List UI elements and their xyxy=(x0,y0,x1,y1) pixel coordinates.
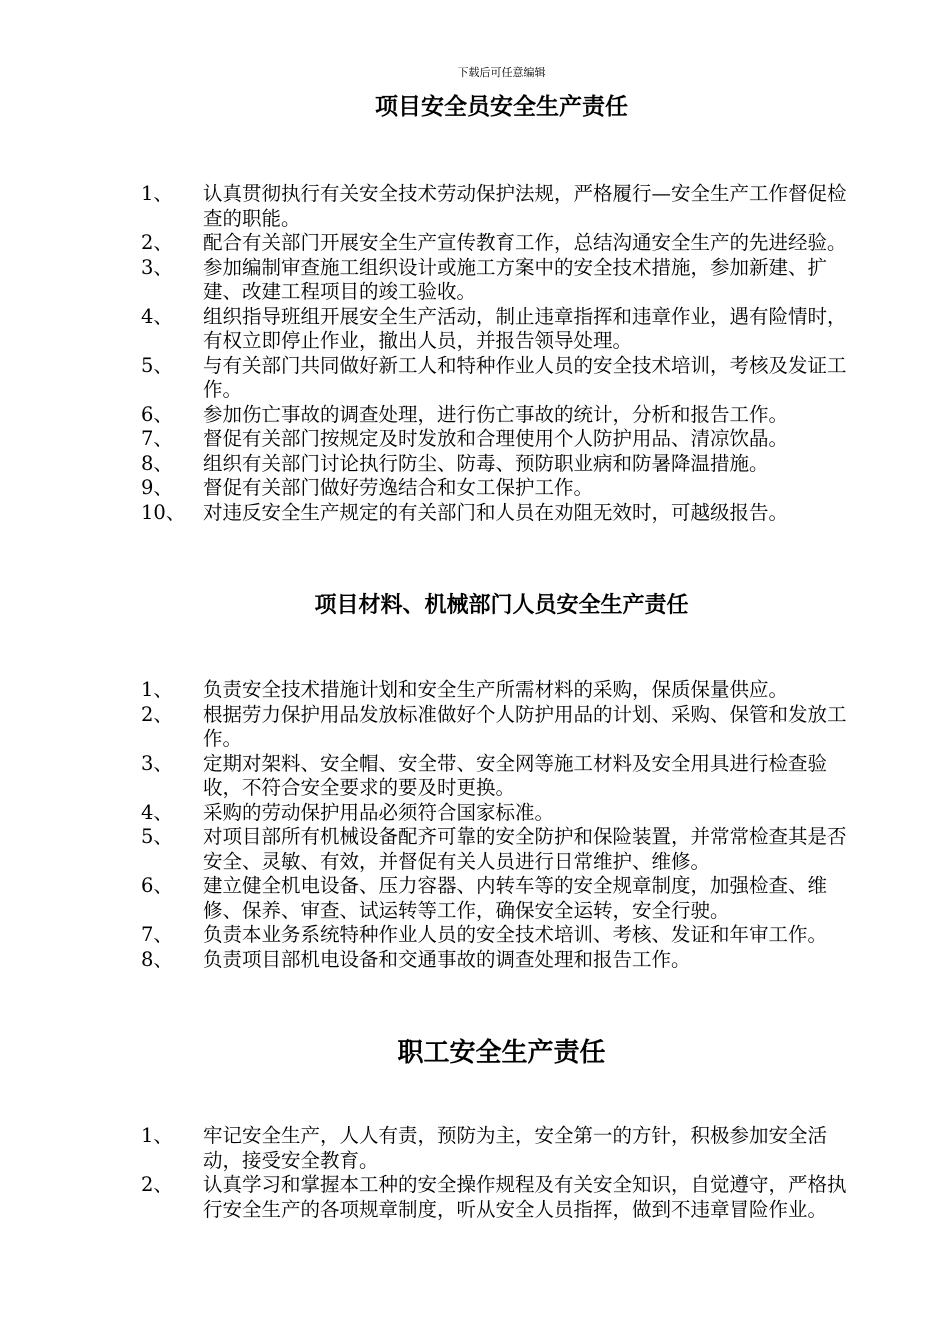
item-number: 6、 xyxy=(141,874,173,897)
item-text: 参加编制审查施工组织设计或施工方案中的安全技术措施，参加新建、扩建、改建工程项目的竣工验收。 xyxy=(203,255,828,303)
item-text: 负责安全技术措施计划和安全生产所需材料的采购，保质保量供应。 xyxy=(203,678,789,701)
item-number: 5、 xyxy=(141,825,173,848)
item-text: 督促有关部门按规定及时发放和合理使用个人防护用品、清凉饮晶。 xyxy=(203,427,789,450)
section-title: 项目材料、机械部门人员安全生产责任 xyxy=(314,592,689,618)
item-text: 对违反安全生产规定的有关部门和人员在劝阻无效时，可越级报告。 xyxy=(203,500,789,524)
list-item xyxy=(0,354,950,403)
item-text: 负责本业务系统特种作业人员的安全技术培训、考核、发证和年审工作。 xyxy=(203,923,828,946)
list-item xyxy=(0,923,950,948)
item-number: 3、 xyxy=(141,751,173,775)
item-number: 9、 xyxy=(141,476,173,499)
responsibility-list xyxy=(0,182,950,525)
section-title: 项目安全员安全生产责任 xyxy=(375,93,628,120)
section-project-safety-officer xyxy=(0,92,950,525)
list-item xyxy=(0,256,950,305)
list-item xyxy=(0,801,950,826)
list-item xyxy=(0,305,950,354)
list-item xyxy=(0,452,950,477)
list-item xyxy=(0,678,950,703)
header-note: 下载后可任意编辑 xyxy=(457,66,546,79)
item-number: 4、 xyxy=(141,304,173,328)
item-text: 组织指导班组开展安全生产活动，制止违章指挥和违章作业，遇有险情时，有权立即停止作业，撤出人员，并报告领导处理。 xyxy=(203,304,847,352)
item-text: 配合有关部门开展安全生产宣传教育工作，总结沟通安全生产的先进经验。 xyxy=(203,231,847,254)
item-text: 组织有关部门讨论执行防尘、防毒、预防职业病和防暑降温措施。 xyxy=(203,451,769,475)
list-item xyxy=(0,1124,950,1173)
list-item xyxy=(0,403,950,428)
list-item xyxy=(0,182,950,231)
section-materials-machinery xyxy=(0,590,950,972)
item-text: 督促有关部门做好劳逸结合和女工保护工作。 xyxy=(203,476,594,499)
item-number: 2、 xyxy=(141,1173,173,1196)
item-number: 4、 xyxy=(141,800,173,824)
item-number: 10、 xyxy=(141,500,186,524)
item-number: 7、 xyxy=(141,923,173,946)
list-item xyxy=(0,703,950,752)
list-item xyxy=(0,874,950,923)
item-text: 根据劳力保护用品发放标准做好个人防护用品的计划、采购、保管和发放工作。 xyxy=(203,702,847,750)
responsibility-list xyxy=(0,678,950,972)
item-text: 对项目部所有机械设备配齐可靠的安全防护和保险装置，并常常检查其是否安全、灵敏、有效，并督促有关人员进行日常维护、维修。 xyxy=(203,825,847,873)
item-number: 5、 xyxy=(141,353,173,377)
item-number: 3、 xyxy=(141,255,173,279)
list-item xyxy=(0,501,950,526)
item-text: 牢记安全生产，人人有责，预防为主，安全第一的方针，积极参加安全活动，接受安全教育。 xyxy=(203,1124,828,1172)
list-item xyxy=(0,1173,950,1222)
responsibility-list xyxy=(0,1124,950,1222)
item-number: 2、 xyxy=(141,702,173,726)
item-text: 负责项目部机电设备和交通事故的调查处理和报告工作。 xyxy=(203,947,691,971)
list-item xyxy=(0,948,950,973)
item-text: 定期对架料、安全帽、安全带、安全网等施工材料及安全用具进行检查验收，不符合安全要求的要及时更换。 xyxy=(203,751,828,799)
item-text: 与有关部门共同做好新工人和特种作业人员的安全技术培训，考核及发证工作。 xyxy=(203,353,847,401)
item-text: 建立健全机电设备、压力容器、内转车等的安全规章制度，加强检查、维修、保养、审查、试运转等工作，确保安全运转，安全行驶。 xyxy=(203,874,828,922)
list-item xyxy=(0,231,950,256)
item-text: 认真学习和掌握本工种的安全操作规程及有关安全知识，自觉遵守，严格执行安全生产的各项规章制度，听从安全人员指挥，做到不违章冒险作业。 xyxy=(203,1173,847,1221)
item-number: 2、 xyxy=(141,231,173,254)
section-staff-safety xyxy=(0,1036,950,1222)
item-text: 参加伤亡事故的调查处理，进行伤亡事故的统计，分析和报告工作。 xyxy=(203,402,789,426)
item-number: 6、 xyxy=(141,402,173,426)
list-item xyxy=(0,427,950,452)
item-number: 1、 xyxy=(141,678,173,701)
list-item xyxy=(0,752,950,801)
item-number: 1、 xyxy=(141,1124,173,1147)
item-number: 8、 xyxy=(141,451,173,475)
list-item xyxy=(0,825,950,874)
item-text: 认真贯彻执行有关安全技术劳动保护法规，严格履行—安全生产工作督促检查的职能。 xyxy=(203,182,847,230)
item-text: 采购的劳动保护用品必须符合国家标准。 xyxy=(203,800,555,824)
section-title: 职工安全生产责任 xyxy=(397,1038,606,1068)
list-item xyxy=(0,476,950,501)
item-number: 1、 xyxy=(141,182,173,205)
item-number: 8、 xyxy=(141,947,173,971)
item-number: 7、 xyxy=(141,427,173,450)
